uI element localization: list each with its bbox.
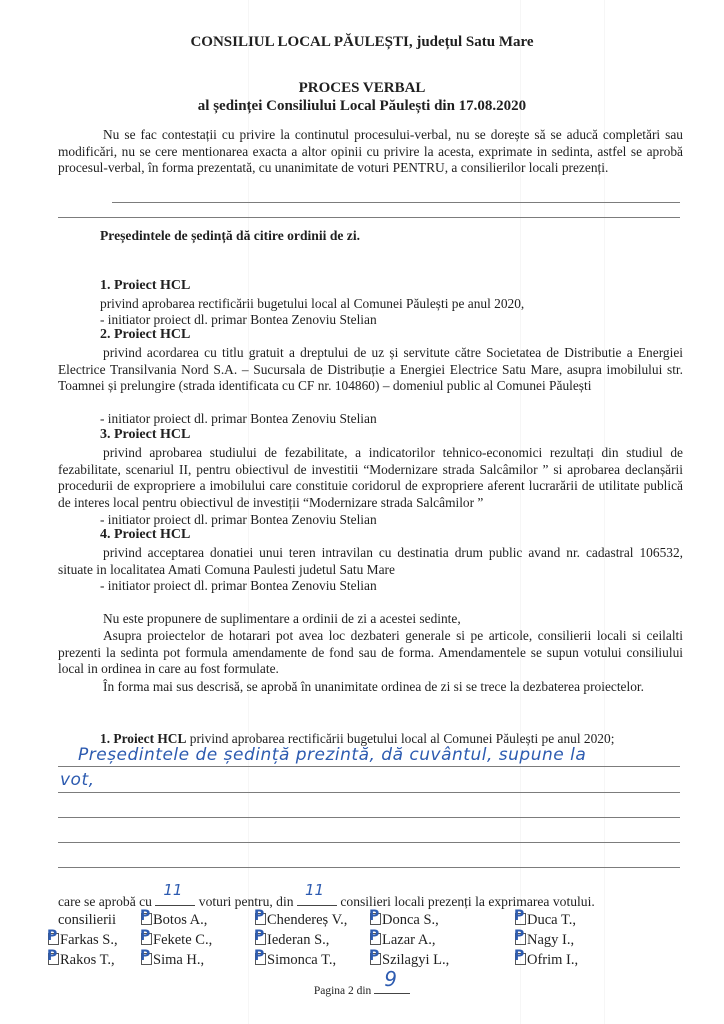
checkbox-icon[interactable]: P (254, 928, 265, 944)
councillor-sima[interactable]: P Sima H., (140, 948, 205, 968)
handwritten-note-line-2: vot, (60, 770, 95, 790)
councillor-donca[interactable]: P Donca S., (369, 908, 439, 928)
debate-item-heading: 1. Proiect HCL (100, 731, 187, 746)
project-2-heading: 2. Proiect HCL (100, 327, 191, 342)
councillor-fekete[interactable]: P Fekete C., (140, 928, 213, 948)
present-count-value: 11 (304, 881, 325, 899)
checkbox-icon[interactable]: P (254, 948, 265, 964)
councillor-farkas[interactable]: P Farkas S., (47, 928, 118, 948)
checkbox-icon[interactable]: P (369, 908, 380, 924)
project-4-initiator: - initiator proiect dl. primar Bontea Zenoviu Stelian (100, 578, 377, 593)
checkbox-icon[interactable]: P (140, 928, 151, 944)
fill-line (112, 202, 680, 203)
vote-middle: voturi pentru, din (198, 894, 294, 909)
councillor-ofrim[interactable]: P Ofrim I., (514, 948, 579, 968)
intro-paragraph: Nu se fac contestații cu privire la continutul procesului-verbal, nu se dorește să se aducă completări sau modificări, nu se cere mentionarea exacta a altor opinii cu privire la acesta, exprimate in sedinta, astfel se aprobă procesul-verbal, în forma prezentată, cu unanimitate de voturi PENTRU, a consilierilor locali prezenți. (58, 127, 683, 175)
vote-prefix: care se aprobă cu (58, 894, 152, 909)
project-1-heading: 1. Proiect HCL (100, 278, 191, 293)
votes-for-field[interactable] (155, 881, 195, 906)
present-count-field[interactable] (297, 881, 337, 906)
checkbox-icon[interactable]: P (514, 928, 525, 944)
project-2-initiator: - initiator proiect dl. primar Bontea Zenoviu Stelian (100, 411, 377, 426)
project-4-text: privind acceptarea donatiei unui teren intravilan cu destinatia drum public avand nr. cadastral 106532, situate in localitatea Amati Comuna Paulesti judetul Satu Mare (58, 545, 683, 577)
project-3-text: privind aprobarea studiului de fezabilitate, a indicatorilor tehnico-economici rezultați din studiul de fezabilitate, scenariul II, pentru obiectivul de investitii “Modernizare strada Salcâmilor ” si aprobarea declanșării procedurii de expropriere a imobilului care constituie coridorul de expropriere aferent lucrarării de utilitate publică de interes local pentru obiectivul de investiții “Modernizare strada Salcâmilor ” (58, 445, 683, 510)
checkbox-icon[interactable]: P (514, 908, 525, 924)
project-3-heading: 3. Proiect HCL (100, 427, 191, 442)
project-1-initiator: - initiator proiect dl. primar Bontea Zenoviu Stelian (100, 312, 377, 327)
checkbox-icon[interactable]: P (47, 928, 58, 944)
councillor-botos[interactable]: P Botos A., (140, 908, 208, 928)
councillor-simonca[interactable]: P Simonca T., (254, 948, 337, 968)
writing-line (58, 842, 680, 843)
institution-title: CONSILIUL LOCAL PĂULEȘTI, județul Satu Mare (190, 34, 534, 50)
checkbox-icon[interactable]: P (369, 928, 380, 944)
project-1-text: privind aprobarea rectificării bugetului local al Comunei Păulești pe anul 2020, (100, 296, 525, 311)
vote-suffix: consilieri locali prezenți la exprimarea votului. (340, 894, 595, 909)
writing-line (58, 792, 680, 793)
councillor-chenderes[interactable]: P Chendereș V., (254, 908, 348, 928)
project-4-heading: 4. Proiect HCL (100, 527, 191, 542)
handwritten-note-line-1: Președintele de ședință prezintă, dă cuvântul, supune la (78, 745, 587, 765)
procedure-paragraph-1: Nu este propunere de suplimentare a ordinii de zi a acestei sedinte, (103, 611, 461, 626)
document-type: PROCES VERBAL (298, 80, 426, 96)
councillor-nagy[interactable]: P Nagy I., (514, 928, 575, 948)
project-3-initiator: - initiator proiect dl. primar Bontea Zenoviu Stelian (100, 512, 377, 527)
checkbox-icon[interactable]: P (140, 948, 151, 964)
page-footer (0, 967, 724, 997)
page-label: Pagina 2 din (313, 985, 372, 997)
councillor-szilagyi[interactable]: P Szilagyi L., (369, 948, 450, 968)
checkbox-icon[interactable]: P (514, 948, 525, 964)
debate-item-text: privind aprobarea rectificării bugetului local al Comunei Păulești pe anul 2020; (189, 731, 615, 746)
total-pages-field (374, 967, 410, 994)
procedure-paragraph-3: În forma mai sus descrisă, se aprobă în unanimitate ordinea de zi si se trece la dezbaterea proiectelor. (103, 679, 644, 694)
checkbox-icon[interactable]: P (140, 908, 151, 924)
councillor-duca[interactable]: P Duca T., (514, 908, 576, 928)
councillor-lazar[interactable]: P Lazar A., (369, 928, 436, 948)
votes-for-value: 11 (163, 881, 183, 899)
writing-line (58, 817, 680, 818)
writing-line (58, 766, 680, 767)
document-subject: al ședinței Consiliului Local Păulești din 17.08.2020 (197, 98, 527, 114)
project-2-text: privind acordarea cu titlu gratuit a dreptului de uz și servitute către Societatea de Distributie a Energiei Electrice Transilvania Nord S.A. – Sucursala de Distribuție a Energiei Electrice Satu Mare, asupra imobilului str. Toamnei și prelungire (strada identificata cu CF nr. 104860) – domeniul public al Comunei Păulești (58, 345, 683, 393)
councillor-rakos[interactable]: P Rakos T., (47, 948, 115, 968)
fill-line (58, 217, 680, 218)
writing-line (58, 867, 680, 868)
checkbox-icon[interactable]: P (254, 908, 265, 924)
total-pages-value: 9 (384, 967, 397, 991)
checkbox-icon[interactable]: P (47, 948, 58, 964)
procedure-paragraph-2: Asupra proiectelor de hotarari pot avea loc dezbateri generale si pe articole, consilierii locali si ceilalti prezenti la sedinta pot formula amendamente de fond sau de forma. Amendamentele se supun votului consiliului local in ordinea in care au fost formulate. (58, 628, 683, 676)
councillors-label: consilierii (58, 912, 116, 928)
checkbox-icon[interactable]: P (369, 948, 380, 964)
agenda-heading: Președintele de ședință dă citire ordinii de zi. (100, 228, 361, 243)
councillor-iederan[interactable]: P Iederan S., (254, 928, 330, 948)
